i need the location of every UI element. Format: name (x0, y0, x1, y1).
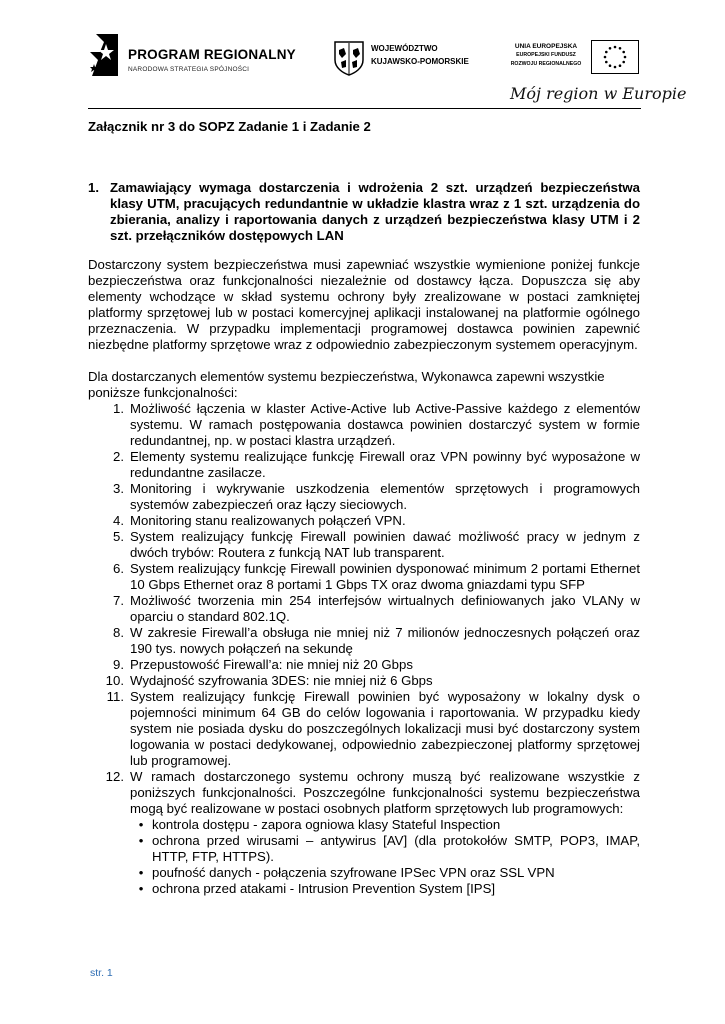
item-number: 7. (113, 593, 124, 608)
item-text: System realizujący funkcję Firewall powinien dysponować minimum 2 portami Ethernet 10 Gbps Ethernet oraz 8 portami 1 Gbps TX oraz dwoma gniazdami typu SFP (130, 561, 640, 592)
item-text: Monitoring i wykrywanie uszkodzenia elementów sprzętowych i programowych systemów zabezpieczeń oraz łączy sieciowych. (130, 481, 640, 512)
list-intro: Dla dostarczanych elementów systemu bezpieczeństwa, Wykonawca zapewni wszystkie poniższe funkcjonalności: (88, 369, 605, 400)
sub-list-item (130, 817, 640, 833)
slogan: Mój region w Europie (510, 84, 687, 103)
item-text: W zakresie Firewall’a obsługa nie mniej niż 7 milionów jednoczesnych połączeń oraz 190 tys. nowych połączeń na sekundę (130, 625, 640, 656)
item-number: 9. (113, 657, 124, 672)
document-body (88, 119, 640, 897)
item-text: W ramach dostarczonego systemu ochrony muszą być realizowane wszystkie z poniższych funkcjonalności. Poszczególne funkcjonalności systemu bezpieczeństwa mogą być realizowane w postaci osobnych platform sprzętowych lub programowych: (130, 769, 640, 816)
item-text: Monitoring stanu realizowanych połączeń VPN. (130, 513, 406, 528)
item-text: Przepustowość Firewall’a: nie mniej niż 20 Gbps (130, 657, 413, 672)
list-item (88, 449, 640, 481)
eu-line-2: EUROPEJSKI FUNDUSZ (516, 52, 576, 58)
item-text: System realizujący funkcję Firewall powinien dawać możliwość pracy w jednym z dwóch trybów: Routera z funkcją NAT lub transparent. (130, 529, 640, 560)
program-regionalny-logo (88, 30, 296, 80)
sub-list-item (130, 833, 640, 865)
section-heading (88, 180, 640, 244)
list-item (88, 689, 640, 769)
star-figure-icon (88, 30, 124, 80)
item-text: Wydajność szyfrowania 3DES: nie mniej niż 6 Gbps (130, 673, 433, 688)
item-number: 11. (106, 689, 124, 704)
item-number: 4. (113, 513, 124, 528)
section-number: 1. (88, 180, 99, 195)
sub-list-item (130, 865, 640, 881)
item-number: 10. (105, 673, 124, 688)
item-number: 6. (113, 561, 124, 576)
list-item (88, 481, 640, 513)
eu-logo (505, 40, 640, 80)
coat-of-arms-icon (333, 40, 365, 76)
eu-line-1: UNIA EUROPEJSKA (514, 43, 578, 50)
item-number: 8. (113, 625, 124, 640)
list-item (88, 625, 640, 657)
list-item (88, 513, 640, 529)
sub-item-text: ochrona przed wirusami – antywirus [AV] (dla protokołów SMTP, POP3, IMAP, HTTP, FTP, HTTPS). (152, 833, 640, 864)
intro-paragraph: Dostarczony system bezpieczeństwa musi zapewniać wszystkie wymienione poniżej funkcje bezpieczeństwa oraz funkcjonalności niezależnie od dostawcy łącza. Dopuszcza się aby elementy wchodzące w skład systemu ochrony były zrealizowane w postaci zamkniętej platformy sprzętowej lub w postaci komercyjnej aplikacji instalowanej na platformie ogólnego przeznaczenia. W przypadku implementacji programowej dostawca powinien zapewnić niezbędne platformy sprzętowe wraz z odpowiednio zabezpieczonym systemem operacyjnym. (88, 257, 640, 352)
item-text: Możliwość łączenia w klaster Active-Active lub Active-Passive każdego z elementów systemu. W ramach postępowania dostawca powinien dostarczyć system w formie redundantnej, np. w postaci klastra urządzeń. (130, 401, 640, 448)
item-text: System realizujący funkcję Firewall powinien być wyposażony w lokalny dysk o pojemności minimum 64 GB do celów logowania i raportowania. W przypadku kiedy system nie posiada dysku do poszczególnych lokalizacji musi być dostarczony system logowania w postaci dedykowanej, odpowiednio zabezpieczonej platformy sprzętowej lub programowej. (130, 689, 640, 768)
item-number: 5. (113, 529, 124, 544)
sub-bullet-list (130, 817, 640, 897)
program-subtitle: NARODOWA STRATEGIA SPÓJNOŚCI (128, 66, 250, 73)
item-number: 12. (105, 769, 124, 784)
sub-list-item (130, 881, 640, 897)
annex-title: Załącznik nr 3 do SOPZ Zadanie 1 i Zadanie 2 (88, 119, 371, 134)
page-number: str. 1 (90, 967, 113, 979)
eu-line-3: ROZWOJU REGIONALNEGO (510, 61, 582, 67)
bullet-icon: • (138, 817, 144, 832)
item-text: Elementy systemu realizujące funkcję Firewall oraz VPN powinny być wyposażone w redundantne zasilacze. (130, 449, 640, 480)
eu-flag-icon (591, 40, 639, 74)
item-number: 1. (113, 401, 124, 416)
list-item (88, 657, 640, 673)
page-header (0, 0, 725, 120)
header-divider (88, 108, 641, 109)
bullet-icon: • (138, 865, 144, 880)
sub-item-text: ochrona przed atakami - Intrusion Prevention System [IPS] (152, 881, 496, 896)
list-item (88, 561, 640, 593)
sub-item-text: poufność danych - połączenia szyfrowane IPSec VPN oraz SSL VPN (152, 865, 555, 880)
list-item (88, 401, 640, 449)
voivodeship-line-1: WOJEWÓDZTWO (371, 44, 438, 53)
requirements-list (88, 401, 640, 897)
list-item (88, 673, 640, 689)
program-title: PROGRAM REGIONALNY (128, 47, 296, 62)
list-item (88, 769, 640, 897)
bullet-icon: • (138, 833, 144, 848)
item-number: 2. (113, 449, 124, 464)
voivodeship-logo (333, 40, 483, 80)
item-number: 3. (113, 481, 124, 496)
item-text: Możliwość tworzenia min 254 interfejsów wirtualnych definiowanych jako VLANy w oparciu o standard 802.1Q. (130, 593, 640, 624)
list-item (88, 529, 640, 561)
list-item (88, 593, 640, 625)
bullet-icon: • (138, 881, 144, 896)
voivodeship-line-2: KUJAWSKO-POMORSKIE (371, 57, 469, 66)
sub-item-text: kontrola dostępu - zapora ogniowa klasy Stateful Inspection (152, 817, 501, 832)
section-heading-text: Zamawiający wymaga dostarczenia i wdrożenia 2 szt. urządzeń bezpieczeństwa klasy UTM, pracujących redundantnie w układzie klastra wraz z 1 szt. urządzenia do zbierania, analizy i raportowania danych z urządzeń bezpieczeństwa klasy UTM i 2 szt. przełączników dostępowych LAN (110, 180, 640, 243)
